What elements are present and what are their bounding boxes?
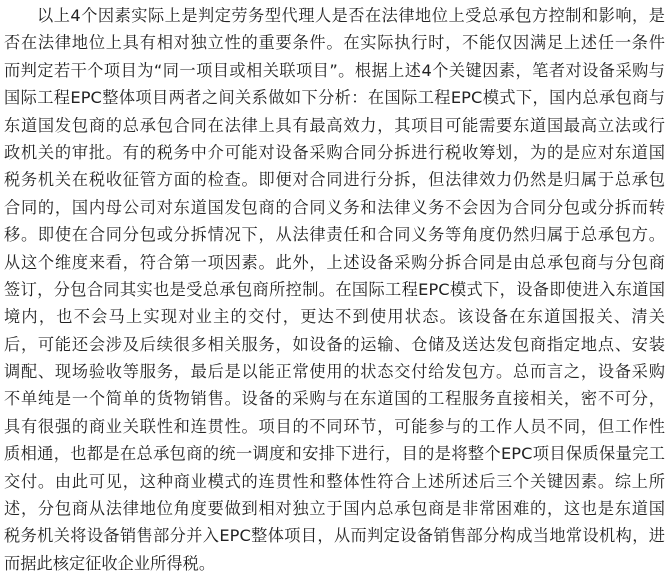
- text-line: 后，可能还会涉及后续很多相关服务，如设备的运输、仓储及送达发包商指定地点、安装: [4, 334, 665, 354]
- text-line: 交付。由此可见，这种商业模式的连贯性和整体性符合上述所述后三个关键因素。综上所: [4, 471, 665, 491]
- text-line: 合同的，国内母公司对东道国发包商的合同义务和法律义务不会因为合同分包或分拆而转: [4, 197, 665, 217]
- text-line: 不单纯是一个简单的货物销售。设备的采购与在东道国的工程服务直接相关，密不可分，: [4, 389, 665, 409]
- text-line: 而判定若干个项目为“同一项目或相关联项目”。根据上述4个关键因素，笔者对设备采购与: [4, 60, 665, 80]
- text-line: 税务机关将设备销售部分并入EPC整体项目，从而判定设备销售部分构成当地常设机构，进: [4, 526, 665, 546]
- text-line: 从这个维度来看，符合第一项因素。此外，上述设备采购分拆合同是由总承包商与分包商: [4, 252, 665, 272]
- text-line: 具有很强的商业关联性和连贯性。项目的不同环节，可能参与的工作人员不同，但工作性: [4, 416, 665, 436]
- text-line: 东道国发包商的总承包合同在法律上具有最高效力，其项目可能需要东道国最高立法或行: [4, 115, 665, 135]
- text-line: 签订，分包合同其实也是受总承包商所控制。在国际工程EPC模式下，设备即使进入东道国: [4, 279, 665, 299]
- text-line: 以上4个因素实际上是判定劳务型代理人是否在法律地位上受总承包方控制和影响，是: [37, 6, 665, 25]
- text-line: 而据此核定征收企业所得税。: [4, 553, 216, 573]
- text-line: 政机关的审批。有的税务中介可能对设备采购合同分拆进行税收筹划，为的是应对东道国: [4, 142, 665, 162]
- text-line: 移。即使在合同分包或分拆情况下，从法律责任和合同义务等角度仍然归属于总承包方。: [4, 225, 665, 245]
- paragraph: [4, 2, 665, 577]
- text-line: 国际工程EPC整体项目两者之间关系做如下分析：在国际工程EPC模式下，国内总承包商与: [4, 88, 665, 108]
- text-line: 境内，也不会马上实现对业主的交付，更达不到使用状态。该设备在东道国报关、清关: [4, 307, 665, 327]
- text-line: 述，分包商从法律地位角度要做到相对独立于国内总承包商是非常困难的，这也是东道国: [4, 499, 665, 519]
- text-line: 税务机关在税收征管方面的检查。即便对合同进行分拆，但法律效力仍然是归属于总承包: [4, 170, 665, 190]
- text-line: 调配、现场验收等服务，最后是以能正常使用的状态交付给发包方。总而言之，设备采购: [4, 362, 665, 382]
- text-line: 质相通，也都是在总承包商的统一调度和安排下进行，目的是将整个EPC项目保质保量完工: [4, 444, 665, 464]
- text-line: 否在法律地位上具有相对独立性的重要条件。在实际执行时，不能仅因满足上述任一条件: [4, 33, 665, 53]
